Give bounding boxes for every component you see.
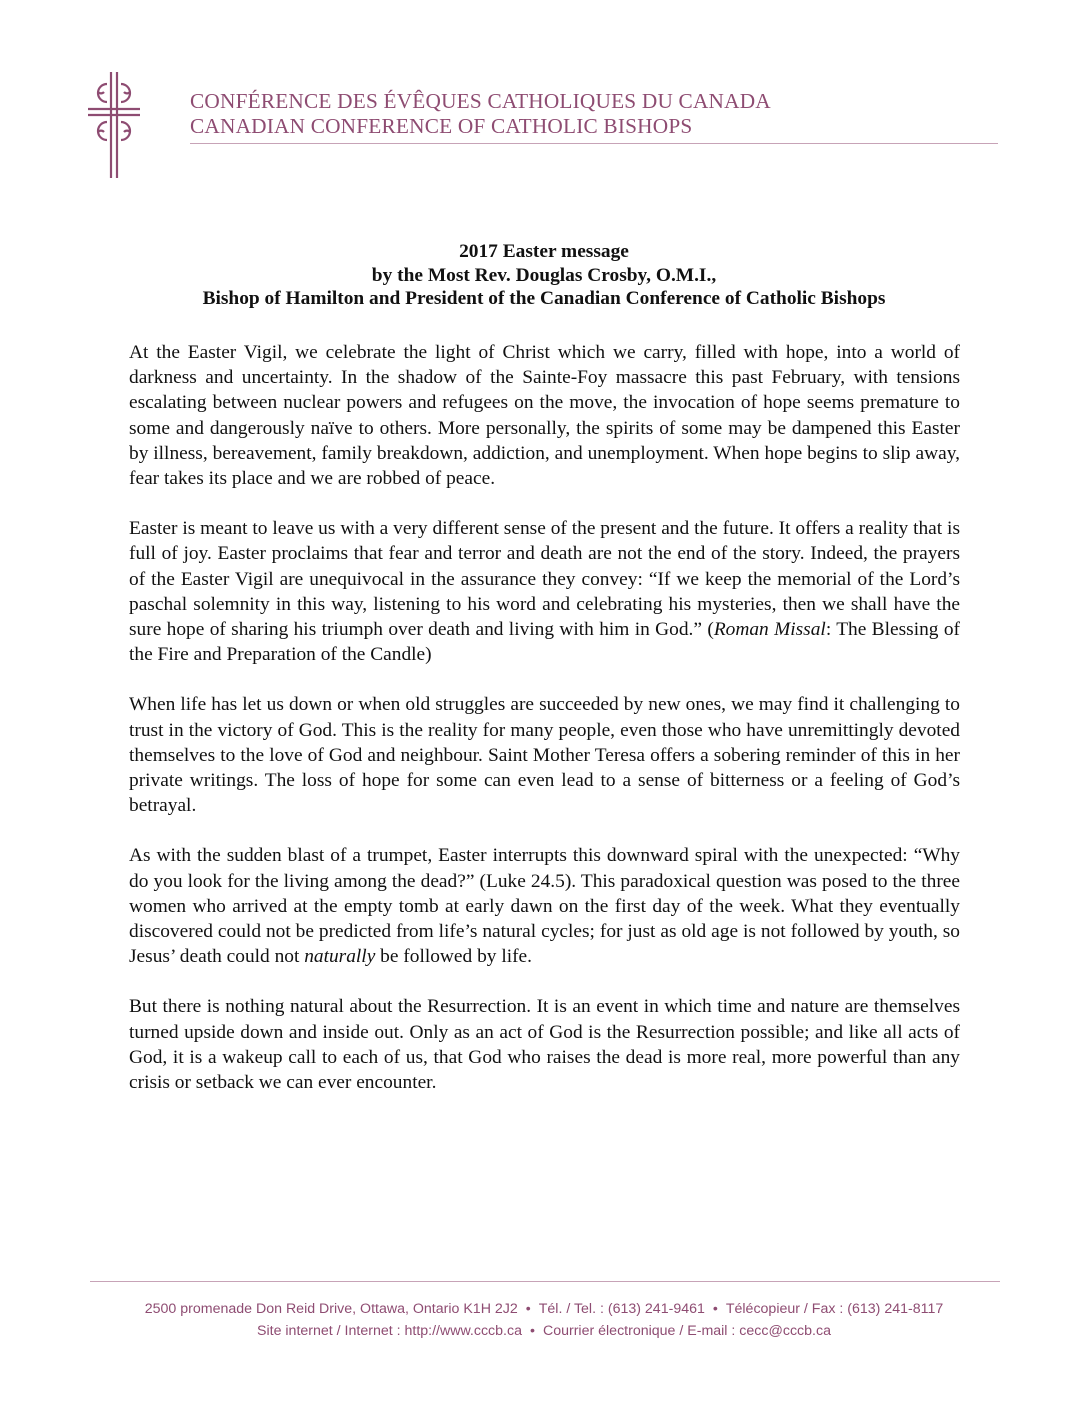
org-names: [190, 89, 771, 139]
footer-line-2: [60, 1320, 1028, 1342]
paragraph-4-text-a: As with the sudden blast of a trumpet, Easter interrupts this downward spiral with the unexpected: “Why do you look for the living among the dead?” (Luke 24.5). This paradoxical question was posed to the three women who arrived at the empty tomb at early dawn on the first day of the week. What they eventually discovered could not be predicted from life’s natural cycles; for just as old age is not followed by youth, so Jesus’ death could not: [129, 845, 960, 968]
cccb-cross-logo: [86, 70, 142, 180]
letterhead: [86, 70, 1000, 180]
title-line-3: Bishop of Hamilton and President of the Canadian Conference of Catholic Bishops: [202, 288, 886, 309]
footer-line-1: [60, 1298, 1028, 1320]
footer-separator: •: [529, 1323, 535, 1339]
footer-divider: [90, 1281, 1000, 1282]
footer-website[interactable]: Site internet / Internet : http://www.cccb.ca: [257, 1323, 522, 1339]
footer-address: 2500 promenade Don Reid Drive, Ottawa, Ontario K1H 2J2: [144, 1301, 518, 1317]
message-body: [129, 340, 960, 1120]
paragraph-3: When life has let us down or when old struggles are succeeded by new ones, we may find it challenging to trust in the victory of God. This is the reality for many people, even those who have unremittingly devoted themselves to the love of God and neighbour. Saint Mother Teresa offers a sobering reminder of this in her private writings. The loss of hope for some can even lead to a sense of bitterness or a feeling of God’s betrayal.: [129, 694, 960, 817]
footer-email[interactable]: Courrier électronique / E-mail : cecc@cccb.ca: [542, 1323, 831, 1339]
paragraph-4-text-b: be followed by life.: [375, 946, 533, 968]
title-line-2: by the Most Rev. Douglas Crosby, O.M.I.,: [371, 264, 717, 286]
paragraph-2-text-b: : The Blessing of the Fire and Preparation of the Candle): [129, 619, 960, 666]
footer-separator: •: [525, 1301, 531, 1317]
footer: [60, 1298, 1028, 1342]
document-title: [100, 240, 988, 311]
paragraph-4: [129, 843, 960, 969]
footer-phone: Tél. / Tel. : (613) 241-9461: [538, 1301, 705, 1317]
org-name-en: CANADIAN CONFERENCE OF CATHOLIC BISHOPS: [190, 114, 693, 138]
paragraph-4-italic: naturally: [304, 946, 376, 968]
footer-separator: •: [712, 1301, 718, 1317]
title-line-1: 2017 Easter message: [459, 241, 629, 262]
paragraph-2-text-a: Easter is meant to leave us with a very different sense of the present and the future. It offers a reality that is full of joy. Easter proclaims that fear and terror and death are not the end of the story. Indeed, the prayers of the Easter Vigil are unequivocal in the assurance they convey: “If we keep the memorial of the Lord’s paschal solemnity in this way, listening to his word and celebrating his mysteries, then we shall have the sure hope of sharing his triumph over death and living with him in God.” (: [129, 518, 960, 641]
org-name-fr: CONFÉRENCE DES ÉVÊQUES CATHOLIQUES DU CANADA: [190, 89, 771, 113]
paragraph-2: [129, 516, 960, 667]
paragraph-1: At the Easter Vigil, we celebrate the light of Christ which we carry, filled with hope, into a world of darkness and uncertainty. In the shadow of the Sainte-Foy massacre this past February, with tensions escalating between nuclear powers and refugees on the move, the invocation of hope seems premature to some and dangerously naïve to others. More personally, the spirits of some may be dampened this Easter by illness, bereavement, family breakdown, addiction, and unemployment. When hope begins to slip away, fear takes its place and we are robbed of peace.: [129, 342, 960, 490]
footer-fax: Télécopieur / Fax : (613) 241-8117: [725, 1301, 944, 1317]
paragraph-5: But there is nothing natural about the Resurrection. It is an event in which time and nature are themselves turned upside down and inside out. Only as an act of God is the Resurrection possible; and like all acts of God, it is a wakeup call to each of us, that God who raises the dead is more real, more powerful than any crisis or setback we can ever encounter.: [129, 996, 960, 1094]
paragraph-2-italic: Roman Missal: [713, 619, 826, 641]
header-divider: [190, 143, 998, 144]
